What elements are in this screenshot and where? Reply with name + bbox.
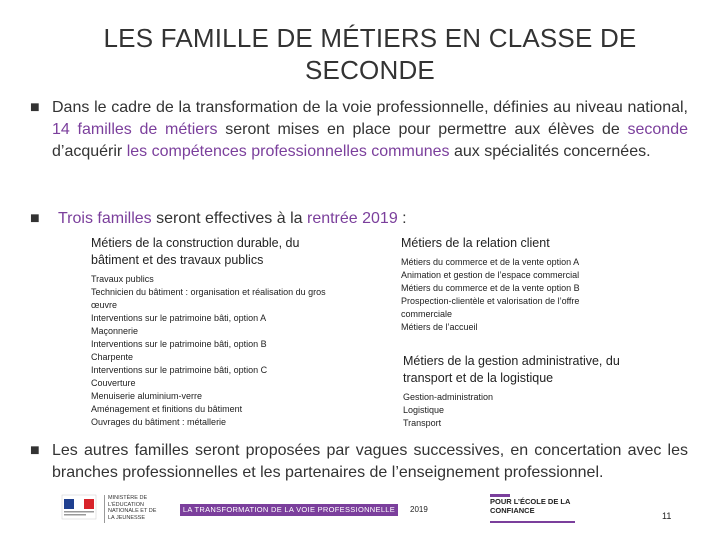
- highlight-seconde: seconde: [627, 121, 688, 138]
- logo-divider: [104, 495, 105, 523]
- job-item: Ouvrages du bâtiment : métallerie: [91, 417, 227, 427]
- job-item: Charpente: [91, 352, 134, 362]
- family-gestion-jobs: [403, 391, 633, 430]
- family-gestion: [403, 353, 633, 430]
- job-item: Métiers de l’accueil: [401, 322, 478, 332]
- job-item: Technicien du bâtiment : organisation et réalisation du gros œuvre: [91, 287, 326, 310]
- highlight-trois-familles: Trois familles: [58, 210, 152, 227]
- bullet-square-icon: ■: [30, 99, 40, 116]
- bullet-three-families-text: Trois familles seront effectives à la rentrée 2019 :: [58, 210, 407, 227]
- highlight-14-familles: 14 familles de métiers: [52, 121, 218, 138]
- family-construction: [91, 235, 331, 429]
- bullet-intro-text: Dans le cadre de la transformation de la voie professionnelle, définies au niveau national, 14 familles de métiers seront mises en place pour permettre aux élèves de seconde d’acquérir les compétences professionnelles communes aux spécialités concernées.: [52, 99, 688, 160]
- job-item: Métiers du commerce et de la vente option A: [401, 257, 580, 267]
- job-item: Aménagement et finitions du bâtiment: [91, 404, 243, 414]
- bullet-other-families-text: Les autres familles seront proposées par vagues successives, en concertation avec les branches professionnelles et les partenaires de l’enseignement professionnel.: [52, 442, 688, 481]
- job-item: Interventions sur le patrimoine bâti, option B: [91, 339, 267, 349]
- family-relation-client-title: Métiers de la relation client: [401, 236, 550, 250]
- family-relation-client-jobs: [401, 256, 621, 334]
- ministry-name: MINISTÈRE DE L’ÉDUCATION NATIONALE ET DE LA JEUNESSE: [108, 495, 157, 521]
- job-item: Animation et gestion de l’espace commercial: [401, 270, 580, 280]
- bullet-other-families: [30, 440, 690, 484]
- family-gestion-title: Métiers de la gestion administrative, du transport et de la logistique: [403, 354, 620, 385]
- job-item: Maçonnerie: [91, 326, 139, 336]
- job-item: Menuiserie aluminium-verre: [91, 391, 203, 401]
- job-item: Gestion-administration: [403, 392, 494, 402]
- job-item: Logistique: [403, 405, 445, 415]
- job-item: Interventions sur le patrimoine bâti, option A: [91, 313, 267, 323]
- bullet-square-icon: ■: [30, 210, 40, 227]
- bullet-intro: [30, 97, 690, 187]
- bullet-square-icon: ■: [30, 442, 40, 459]
- job-item: Travaux publics: [91, 274, 154, 284]
- page-title: LES FAMILLE DE MÉTIERS EN CLASSE DE SECONDE: [103, 23, 637, 85]
- job-item: Transport: [403, 418, 442, 428]
- footer-banner: LA TRANSFORMATION DE LA VOIE PROFESSIONNELLE: [180, 504, 398, 516]
- page-number: 11: [662, 511, 672, 521]
- family-construction-title: Métiers de la construction durable, du bâtiment et des travaux publics: [91, 236, 300, 267]
- family-construction-jobs: [91, 273, 331, 429]
- ecole-logo-underline: [490, 521, 575, 523]
- marianne-flag-icon: [58, 493, 98, 523]
- job-item: Couverture: [91, 378, 136, 388]
- job-item: Interventions sur le patrimoine bâti, option C: [91, 365, 268, 375]
- highlight-competences: les compétences professionnelles communes: [126, 143, 450, 160]
- ecole-confiance-logo: POUR L’ÉCOLE DE LA CONFIANCE: [490, 497, 571, 515]
- bullet-three-families: [30, 208, 690, 230]
- family-relation-client: [401, 235, 621, 334]
- job-item: Prospection-clientèle et valorisation de l’offre commerciale: [401, 296, 580, 319]
- highlight-rentree-2019: rentrée 2019: [306, 210, 398, 227]
- job-item: Métiers du commerce et de la vente option B: [401, 283, 580, 293]
- footer-year: 2019: [410, 505, 428, 514]
